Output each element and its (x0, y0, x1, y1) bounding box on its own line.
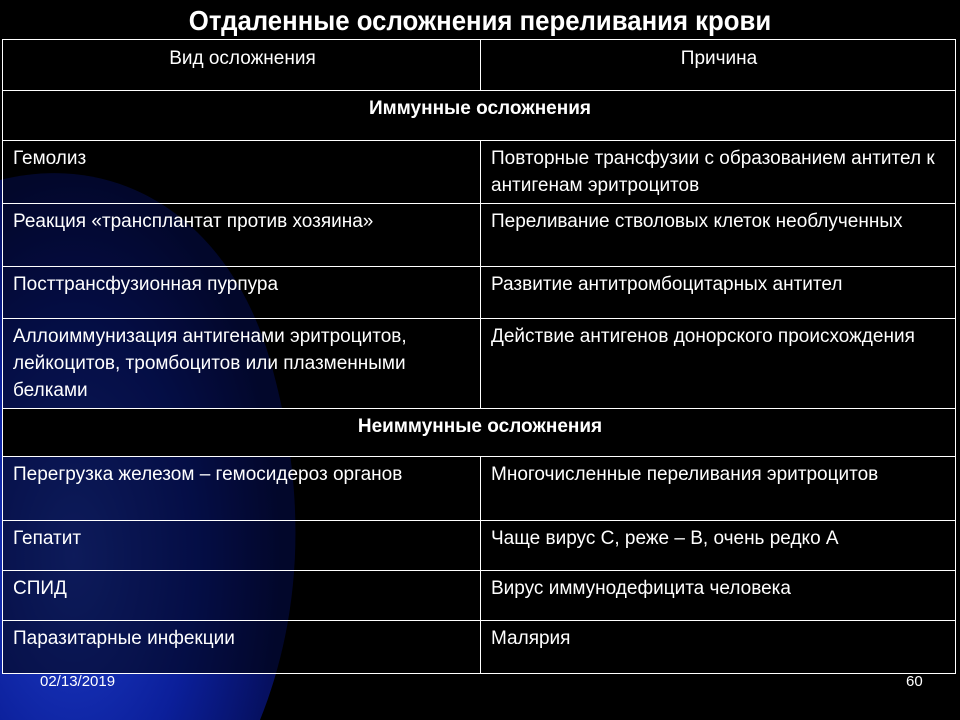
table-row (3, 267, 956, 319)
table-row (3, 621, 956, 674)
section-row (3, 91, 956, 141)
cause-cell: Развитие антитромбоцитарных антител (481, 267, 956, 319)
section-row (3, 409, 956, 457)
footer-date: 02/13/2019 (40, 673, 116, 690)
table-row (3, 204, 956, 267)
cause-cell: Многочисленные переливания эритроцитов (481, 457, 956, 521)
section-title-nonimmune: Неиммунные осложнения (3, 409, 956, 457)
table-row (3, 141, 956, 204)
complication-cell: СПИД (3, 571, 481, 621)
cause-cell: Малярия (481, 621, 956, 674)
complication-cell: Гемолиз (3, 141, 481, 204)
cause-cell: Вирус иммунодефицита человека (481, 571, 956, 621)
complications-table (2, 39, 956, 674)
page-number: 60 (906, 673, 923, 690)
complication-cell: Посттрансфузионная пурпура (3, 267, 481, 319)
cause-cell: Действие антигенов донорского происхождения (481, 319, 956, 409)
complication-cell: Реакция «трансплантат против хозяина» (3, 204, 481, 267)
table-header-row (3, 40, 956, 91)
table-row (3, 571, 956, 621)
column-header-cause: Причина (481, 40, 956, 91)
section-title-immune: Иммунные осложнения (3, 91, 956, 141)
table-row (3, 319, 956, 409)
cause-cell: Повторные трансфузии с образованием антител к антигенам эритроцитов (481, 141, 956, 204)
slide-title: Отдаленные осложнения переливания крови (188, 5, 772, 36)
complication-cell: Аллоиммунизация антигенами эритроцитов, лейкоцитов, тромбоцитов или плазменными белками (3, 319, 481, 409)
cause-cell: Чаще вирус С, реже – В, очень редко А (481, 521, 956, 571)
complication-cell: Перегрузка железом – гемосидероз органов (3, 457, 481, 521)
table-row (3, 521, 956, 571)
complication-cell: Гепатит (3, 521, 481, 571)
column-header-type: Вид осложнения (3, 40, 481, 91)
cause-cell: Переливание стволовых клеток необлученных (481, 204, 956, 267)
complication-cell: Паразитарные инфекции (3, 621, 481, 674)
table-row (3, 457, 956, 521)
